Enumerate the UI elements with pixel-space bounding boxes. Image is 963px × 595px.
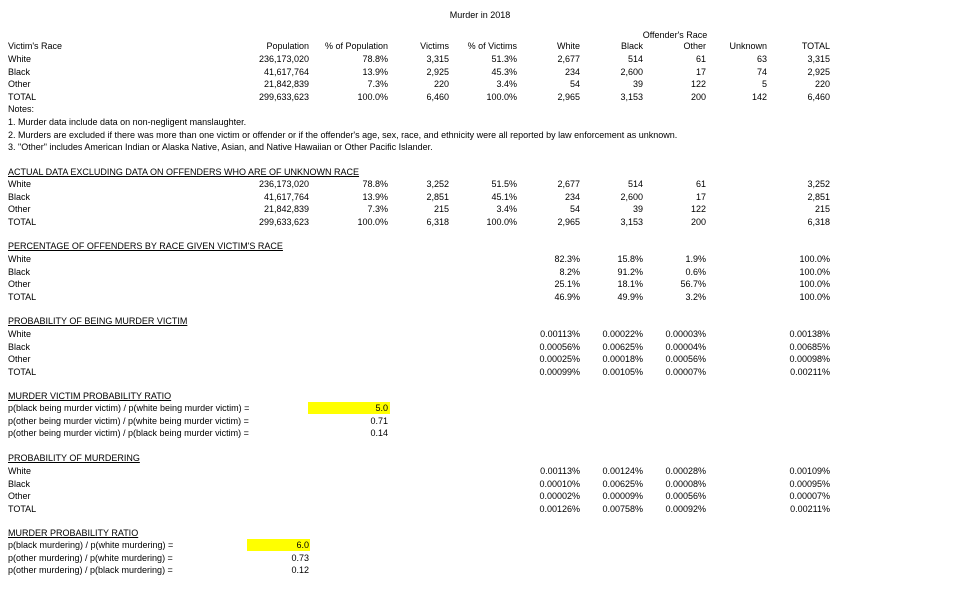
ratio-value: 0.71	[370, 415, 388, 426]
note-item: 2. Murders are excluded if there was more than one victim or offender or if the offender's age, sex, race, and ethnicity were all reported by law enforcement as unknown.	[8, 129, 678, 140]
table-cell: 0.00008%	[665, 478, 706, 489]
table-cell: 2,965	[557, 91, 580, 102]
ratio-label: p(black being murder victim) / p(white being murder victim) =	[8, 403, 250, 413]
row-label: Black	[8, 266, 31, 277]
table-cell: 61	[695, 54, 706, 64]
header-population: Population	[266, 41, 309, 51]
row-label: Other	[8, 279, 31, 289]
row-label: Black	[8, 191, 31, 202]
section-heading: ACTUAL DATA EXCLUDING DATA ON OFFENDERS WHO ARE OF UNKNOWN RACE	[8, 167, 360, 177]
table-cell: 13.9%	[362, 191, 388, 202]
table-cell: 56.7%	[680, 279, 706, 289]
row-label: White	[8, 329, 32, 339]
table-cell: 0.00007%	[789, 491, 830, 501]
ratio-value: 0.12	[291, 565, 309, 575]
table-cell: 7.3%	[367, 204, 388, 214]
table-cell: 54	[569, 204, 580, 214]
ratio-value: 5.0	[375, 403, 388, 413]
table-cell: 0.00625%	[602, 478, 643, 489]
table-cell: 0.00007%	[665, 366, 706, 377]
table-cell: 2,677	[557, 179, 580, 189]
header-pct_victims: % of Victims	[467, 41, 517, 51]
table-cell: 25.1%	[554, 279, 580, 289]
header-victims: Victims	[420, 41, 449, 51]
table-cell: 17	[695, 66, 706, 77]
table-cell: 46.9%	[554, 291, 580, 302]
table-cell: 0.00092%	[665, 503, 706, 514]
table-cell: 100.0%	[357, 91, 388, 102]
row-label: Other	[8, 79, 31, 89]
table-cell: 7.3%	[367, 79, 388, 89]
section-heading: MURDER VICTIM PROBABILITY RATIO	[8, 391, 172, 401]
table-cell: 514	[627, 54, 643, 64]
table-cell: 220	[814, 79, 830, 89]
table-cell: 1.9%	[685, 254, 706, 264]
table-cell: 45.1%	[491, 191, 517, 202]
table-cell: 100.0%	[486, 91, 517, 102]
section-heading: PROBABILITY OF MURDERING	[8, 453, 140, 463]
table-cell: 63	[756, 54, 767, 64]
header-total: TOTAL	[801, 41, 830, 51]
row-label: TOTAL	[8, 216, 37, 227]
table-cell: 0.00113%	[540, 329, 580, 339]
ratio-value: 0.14	[370, 428, 388, 438]
table-cell: 100.0%	[486, 216, 517, 227]
ratio-value: 6.0	[296, 540, 309, 550]
table-cell: 122	[690, 79, 706, 89]
table-cell: 234	[564, 66, 580, 77]
table-cell: 51.3%	[491, 54, 517, 64]
table-cell: 142	[751, 91, 767, 102]
table-cell: 21,842,839	[263, 79, 309, 89]
note-item: 3. "Other" includes American Indian or Alaska Native, Asian, and Native Hawaiian or Other Pacific Islander.	[8, 142, 433, 152]
table-cell: 0.00138%	[789, 329, 830, 339]
table-cell: 41,617,764	[263, 66, 309, 77]
table-cell: 0.00025%	[539, 354, 580, 364]
table-cell: 0.6%	[685, 266, 706, 277]
header-other: Other	[683, 41, 706, 51]
table-cell: 54	[569, 79, 580, 89]
table-cell: 41,617,764	[263, 191, 309, 202]
row-label: Other	[8, 204, 31, 214]
row-label: TOTAL	[8, 91, 37, 102]
table-cell: 100.0%	[799, 279, 830, 289]
table-cell: 0.00625%	[602, 341, 643, 352]
table-cell: 6,460	[807, 91, 830, 102]
table-cell: 0.00124%	[602, 466, 643, 476]
table-cell: 0.00002%	[539, 491, 580, 501]
row-label: White	[8, 54, 32, 64]
table-cell: 0.00095%	[789, 478, 830, 489]
table-cell: 299,633,623	[258, 91, 309, 102]
table-cell: 236,173,020	[258, 179, 309, 189]
header-black: Black	[620, 41, 643, 51]
table-cell: 0.00056%	[539, 341, 580, 352]
table-cell: 51.5%	[491, 179, 517, 189]
table-cell: 200	[690, 216, 706, 227]
ratio-value: 0.73	[291, 552, 309, 563]
table-cell: 3,153	[620, 216, 643, 227]
table-cell: 100.0%	[357, 216, 388, 227]
row-label: TOTAL	[8, 366, 37, 377]
table-cell: 6,318	[426, 216, 449, 227]
table-cell: 514	[627, 179, 643, 189]
table-cell: 0.00098%	[789, 354, 830, 364]
table-cell: 39	[632, 204, 643, 214]
table-cell: 91.2%	[617, 266, 643, 277]
table-cell: 0.00028%	[665, 466, 706, 476]
table-cell: 0.00211%	[790, 366, 830, 377]
row-label: Black	[8, 478, 31, 489]
table-cell: 299,633,623	[258, 216, 309, 227]
table-cell: 13.9%	[362, 66, 388, 77]
table-cell: 0.00126%	[539, 503, 580, 514]
table-cell: 3,315	[426, 54, 449, 64]
table-cell: 2,925	[807, 66, 830, 77]
row-label: Black	[8, 341, 31, 352]
row-label: White	[8, 254, 32, 264]
table-cell: 215	[433, 204, 449, 214]
table-cell: 2,965	[557, 216, 580, 227]
table-cell: 0.00685%	[789, 341, 830, 352]
table-cell: 45.3%	[491, 66, 517, 77]
table-cell: 0.00022%	[602, 329, 643, 339]
table-cell: 0.00056%	[665, 354, 706, 364]
row-label: Other	[8, 491, 31, 501]
table-cell: 61	[695, 179, 706, 189]
table-cell: 82.3%	[554, 254, 580, 264]
table-cell: 0.00099%	[539, 366, 580, 377]
ratio-label: p(black murdering) / p(white murdering) =	[8, 540, 174, 550]
table-cell: 39	[632, 79, 643, 89]
table-cell: 21,842,839	[263, 204, 309, 214]
table-cell: 5	[761, 79, 767, 89]
table-cell: 0.00004%	[665, 341, 706, 352]
table-cell: 49.9%	[617, 291, 643, 302]
table-cell: 0.00056%	[665, 491, 706, 501]
table-cell: 220	[433, 79, 449, 89]
row-label: White	[8, 179, 32, 189]
table-cell: 0.00018%	[602, 354, 643, 364]
table-cell: 3,252	[426, 179, 449, 189]
table-cell: 0.00758%	[602, 503, 643, 514]
table-cell: 2,851	[807, 191, 830, 202]
table-cell: 6,318	[807, 216, 830, 227]
table-cell: 100.0%	[799, 266, 830, 277]
row-label: TOTAL	[8, 503, 37, 514]
header-victims-race: Victim's Race	[8, 41, 63, 51]
table-cell: 3.2%	[685, 291, 706, 302]
table-cell: 18.1%	[617, 279, 643, 289]
table-cell: 100.0%	[799, 254, 830, 264]
header-white: White	[556, 41, 580, 51]
table-cell: 2,677	[557, 54, 580, 64]
table-cell: 215	[814, 204, 830, 214]
section-heading: PERCENTAGE OF OFFENDERS BY RACE GIVEN VICTIM'S RACE	[8, 241, 283, 251]
row-label: Black	[8, 66, 31, 77]
table-cell: 3,252	[807, 179, 830, 189]
ratio-label: p(other being murder victim) / p(white being murder victim) =	[8, 415, 249, 426]
table-cell: 6,460	[426, 91, 449, 102]
section-heading: PROBABILITY OF BEING MURDER VICTIM	[8, 316, 188, 326]
table-cell: 234	[564, 191, 580, 202]
ratio-label: p(other murdering) / p(black murdering) =	[8, 565, 173, 575]
table-cell: 2,600	[620, 66, 643, 77]
row-label: White	[8, 466, 32, 476]
table-cell: 17	[695, 191, 706, 202]
table-cell: 78.8%	[362, 54, 388, 64]
table-cell: 3.4%	[496, 79, 517, 89]
note-item: 1. Murder data include data on non-negligent manslaughter.	[8, 117, 247, 127]
ratio-label: p(other murdering) / p(white murdering) =	[8, 552, 173, 563]
table-cell: 0.00109%	[789, 466, 830, 476]
notes-heading: Notes:	[8, 104, 35, 114]
table-cell: 2,925	[426, 66, 449, 77]
table-cell: 0.00113%	[540, 466, 580, 476]
table-cell: 3,153	[620, 91, 643, 102]
table-cell: 2,851	[426, 191, 449, 202]
table-cell: 236,173,020	[258, 54, 309, 64]
table-cell: 0.00003%	[665, 329, 706, 339]
table-cell: 0.00009%	[602, 491, 643, 501]
row-label: Other	[8, 354, 31, 364]
offender-race-header: Offender's Race	[642, 30, 708, 40]
table-cell: 200	[690, 91, 706, 102]
table-cell: 3.4%	[496, 204, 517, 214]
section-heading: MURDER PROBABILITY RATIO	[8, 528, 139, 538]
table-cell: 78.8%	[362, 179, 388, 189]
table-cell: 15.8%	[617, 254, 643, 264]
table-cell: 74	[756, 66, 767, 77]
row-label: TOTAL	[8, 291, 37, 302]
ratio-label: p(other being murder victim) / p(black being murder victim) =	[8, 428, 249, 438]
header-pct_population: % of Population	[324, 41, 388, 51]
table-cell: 0.00105%	[602, 366, 643, 377]
page-title: Murder in 2018	[449, 10, 511, 20]
header-unknown: Unknown	[729, 41, 767, 51]
table-cell: 122	[690, 204, 706, 214]
table-cell: 100.0%	[799, 291, 830, 302]
table-cell: 3,315	[807, 54, 830, 64]
table-cell: 0.00211%	[790, 503, 830, 514]
table-cell: 0.00010%	[539, 478, 580, 489]
table-cell: 2,600	[620, 191, 643, 202]
table-cell: 8.2%	[559, 266, 580, 277]
